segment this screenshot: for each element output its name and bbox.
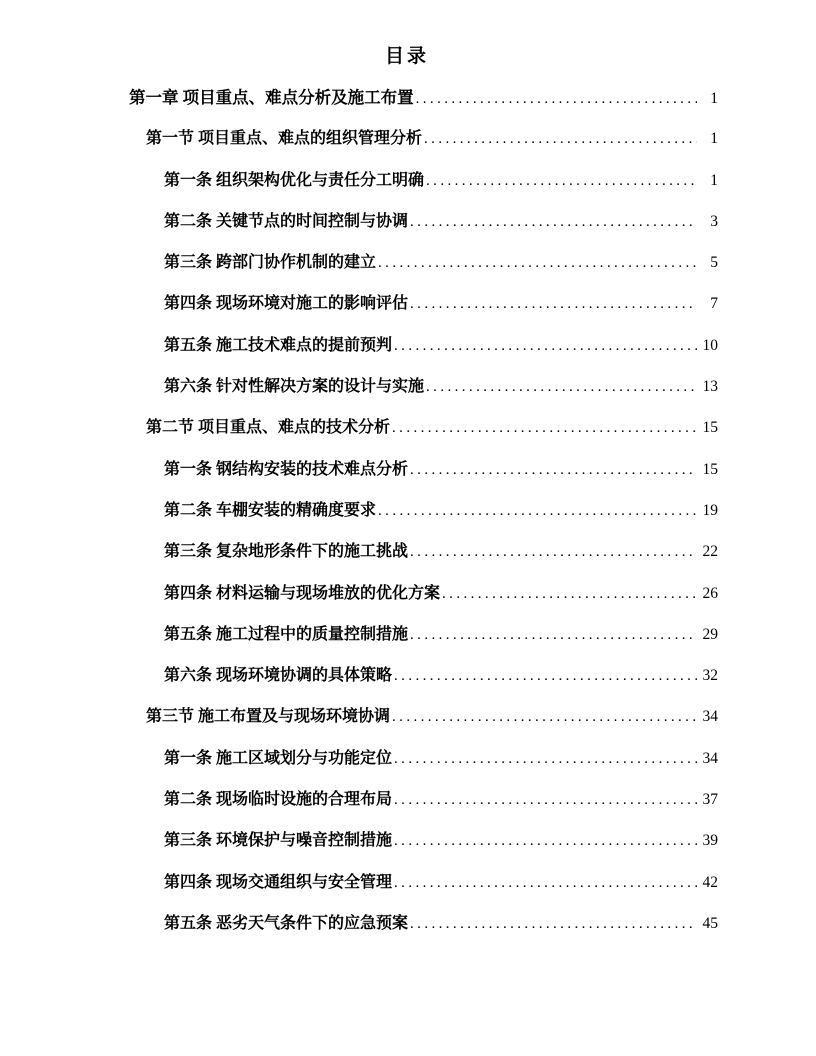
toc-dot-leader [394,780,697,821]
toc-entry-label: 第四条 现场环境对施工的影响评估 [164,295,409,313]
toc-entry-page: 7 [710,295,718,313]
toc-dot-leader [410,202,697,243]
toc-entry-page: 22 [702,543,718,561]
toc-entry-page: 45 [702,914,718,932]
toc-entry[interactable] [96,160,718,201]
toc-entry[interactable] [96,366,718,407]
toc-entry-page: 32 [702,667,718,685]
toc-entry[interactable] [96,738,718,779]
toc-entry-page: 5 [710,254,718,272]
toc-entry-label: 第五条 施工过程中的质量控制措施 [164,625,409,643]
toc-dot-leader [394,863,697,904]
toc-entry-label: 第一节 项目重点、难点的组织管理分析 [146,130,423,148]
toc-entry-page: 1 [710,90,718,107]
toc-entry-label: 第二条 关键节点的时间控制与协调 [164,212,409,230]
toc-entry-label: 第一条 钢结构安装的技术难点分析 [164,460,409,478]
toc-entry-page: 26 [702,584,718,602]
toc-entry-page: 37 [702,791,718,809]
toc-entry-page: 13 [702,378,718,396]
toc-dot-leader [394,739,697,780]
toc-entry-page: 15 [702,419,718,437]
toc-dot-leader [410,450,697,491]
toc-entry-label: 第一章 项目重点、难点分析及施工布置 [129,88,414,107]
toc-entry-page: 1 [710,130,718,148]
toc-entry[interactable] [96,201,718,242]
toc-entry[interactable] [96,77,718,118]
toc-dot-leader [424,119,697,160]
toc-entry-page: 15 [702,460,718,478]
toc-entry-label: 第五条 恶劣天气条件下的应急预案 [164,914,409,932]
toc-entry[interactable] [96,573,718,614]
toc-entry[interactable] [96,696,718,737]
toc-entry-label: 第一条 施工区域划分与功能定位 [164,749,393,767]
toc-entry-page: 34 [702,708,718,726]
toc-entry[interactable] [96,118,718,159]
toc-entry-label: 第四条 材料运输与现场堆放的优化方案 [164,584,441,602]
toc-dot-leader [426,367,697,408]
toc-dot-leader [394,821,697,862]
toc-entry[interactable] [96,283,718,324]
toc-dot-leader [392,697,697,738]
toc-entry-page: 34 [702,749,718,767]
toc-entry[interactable] [96,407,718,448]
toc-entry-label: 第五条 施工技术难点的提前预判 [164,336,393,354]
toc-entry-label: 第三节 施工布置及与现场环境协调 [146,708,391,726]
toc-entry-label: 第四条 现场交通组织与安全管理 [164,873,393,891]
toc-entry-page: 10 [702,336,718,354]
toc-entry-label: 第一条 组织架构优化与责任分工明确 [164,171,425,189]
toc-entry[interactable] [96,614,718,655]
toc-dot-leader [426,161,697,202]
toc-entry[interactable] [96,531,718,572]
toc-list [96,77,718,944]
toc-entry[interactable] [96,490,718,531]
toc-dot-leader [410,284,697,325]
toc-dot-leader [394,656,697,697]
toc-entry-page: 39 [702,832,718,850]
toc-dot-leader [378,491,697,532]
toc-title: 目录 [384,46,429,67]
toc-dot-leader [442,574,697,615]
toc-entry[interactable] [96,903,718,944]
toc-entry-label: 第三条 复杂地形条件下的施工挑战 [164,543,409,561]
toc-entry-page: 1 [710,171,718,189]
toc-entry[interactable] [96,242,718,283]
toc-entry[interactable] [96,325,718,366]
toc-entry-page: 42 [702,873,718,891]
toc-entry-label: 第六条 针对性解决方案的设计与实施 [164,378,425,396]
toc-dot-leader [410,532,697,573]
toc-entry[interactable] [96,862,718,903]
toc-dot-leader [392,408,697,449]
toc-entry-page: 29 [702,625,718,643]
toc-entry-label: 第六条 现场环境协调的具体策略 [164,667,393,685]
toc-entry[interactable] [96,779,718,820]
toc-dot-leader [416,79,697,120]
toc-entry-label: 第二条 现场临时设施的合理布局 [164,791,393,809]
toc-entry[interactable] [96,449,718,490]
toc-entry-label: 第二节 项目重点、难点的技术分析 [146,419,391,437]
toc-entry-page: 3 [710,212,718,230]
toc-dot-leader [394,326,697,367]
toc-entry-label: 第三条 跨部门协作机制的建立 [164,254,377,272]
toc-entry[interactable] [96,655,718,696]
toc-entry-page: 19 [702,501,718,519]
toc-dot-leader [378,243,697,284]
toc-dot-leader [410,615,697,656]
toc-entry-label: 第三条 环境保护与噪音控制措施 [164,832,393,850]
toc-entry-label: 第二条 车棚安装的精确度要求 [164,501,377,519]
toc-dot-leader [410,904,697,945]
toc-entry[interactable] [96,820,718,861]
